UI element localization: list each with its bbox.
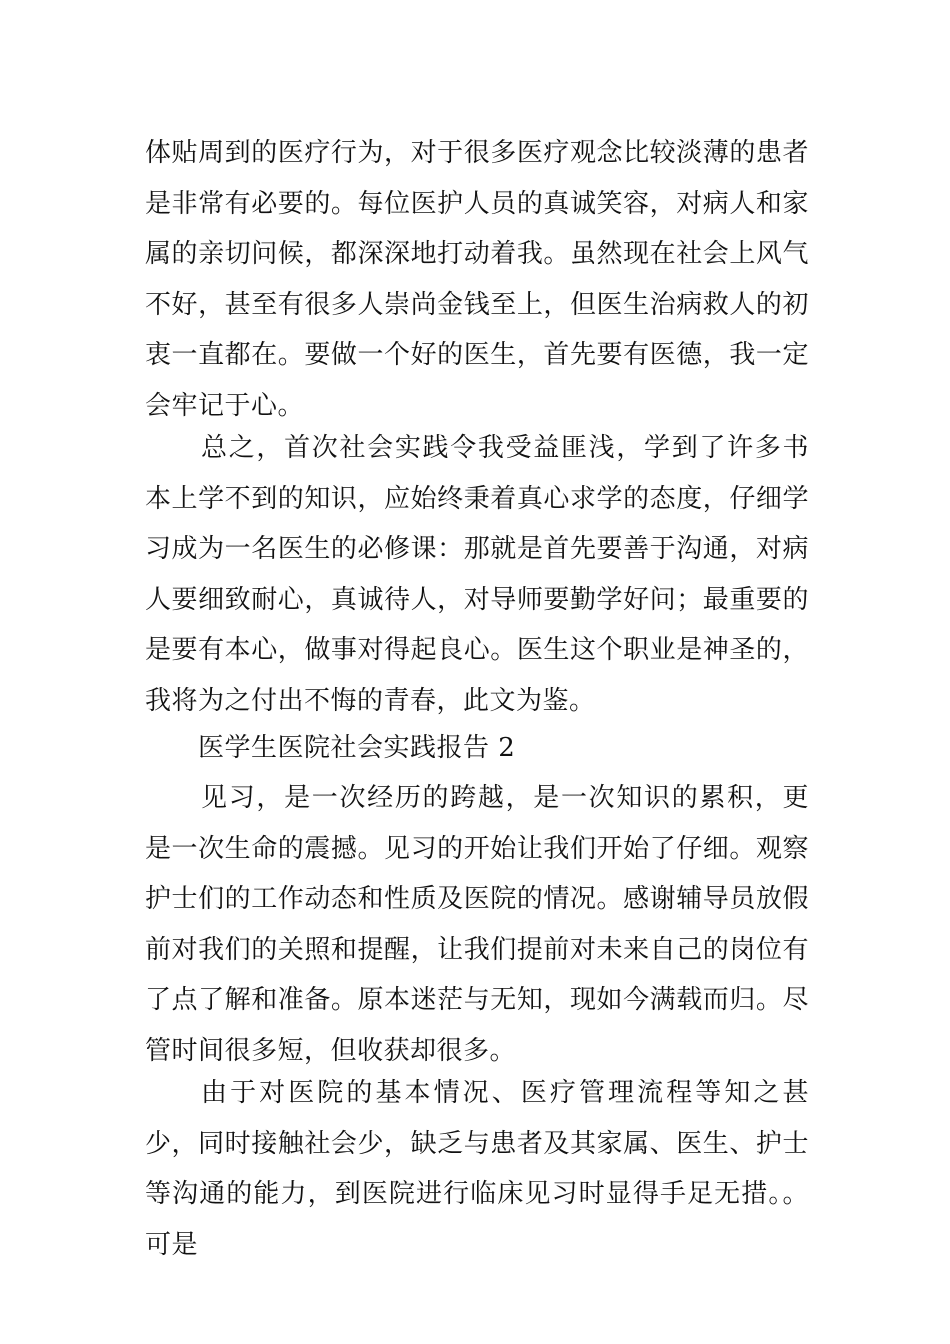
paragraph-3: 见习，是一次经历的跨越，是一次知识的累积，更是一次生命的震撼。见习的开始让我们开始了仔细。观察护士们的工作动态和性质及医院的情况。感谢辅导员放假前对我们的关照和提醒，让我们提前对未来自己的岗位有了点了解和准备。原本迷茫与无知，现如今满载而归。尽管时间很多短，但收获却很多。 <box>145 783 809 1066</box>
section-heading: 医学生医院社会实践报告 2 <box>198 733 516 763</box>
paragraph-2: 总之，首次社会实践令我受益匪浅，学到了许多书本上学不到的知识，应始终秉着真心求学的态度，仔细学习成为一名医生的必修课：那就是首先要善于沟通，对病人要细致耐心，真诚待人，对导师要勤学好问；最重要的是要有本心，做事对得起良心。医生这个职业是神圣的，我将为之付出不悔的青春，此文为鉴。 <box>145 433 809 716</box>
paragraph-1: 体贴周到的医疗行为，对于很多医疗观念比较淡薄的患者是非常有必要的。每位医护人员的真诚笑容，对病人和家属的亲切问候，都深深地打动着我。虽然现在社会上风气不好，甚至有很多人崇尚金钱至上，但医生治病救人的初衷一直都在。要做一个好的医生，首先要有医德，我一定会牢记于心。 <box>145 138 809 421</box>
paragraph-4: 由于对医院的基本情况、医疗管理流程等知之甚少，同时接触社会少，缺乏与患者及其家属、医生、护士等沟通的能力，到医院进行临床见习时显得手足无措。。可是 <box>145 1078 809 1260</box>
